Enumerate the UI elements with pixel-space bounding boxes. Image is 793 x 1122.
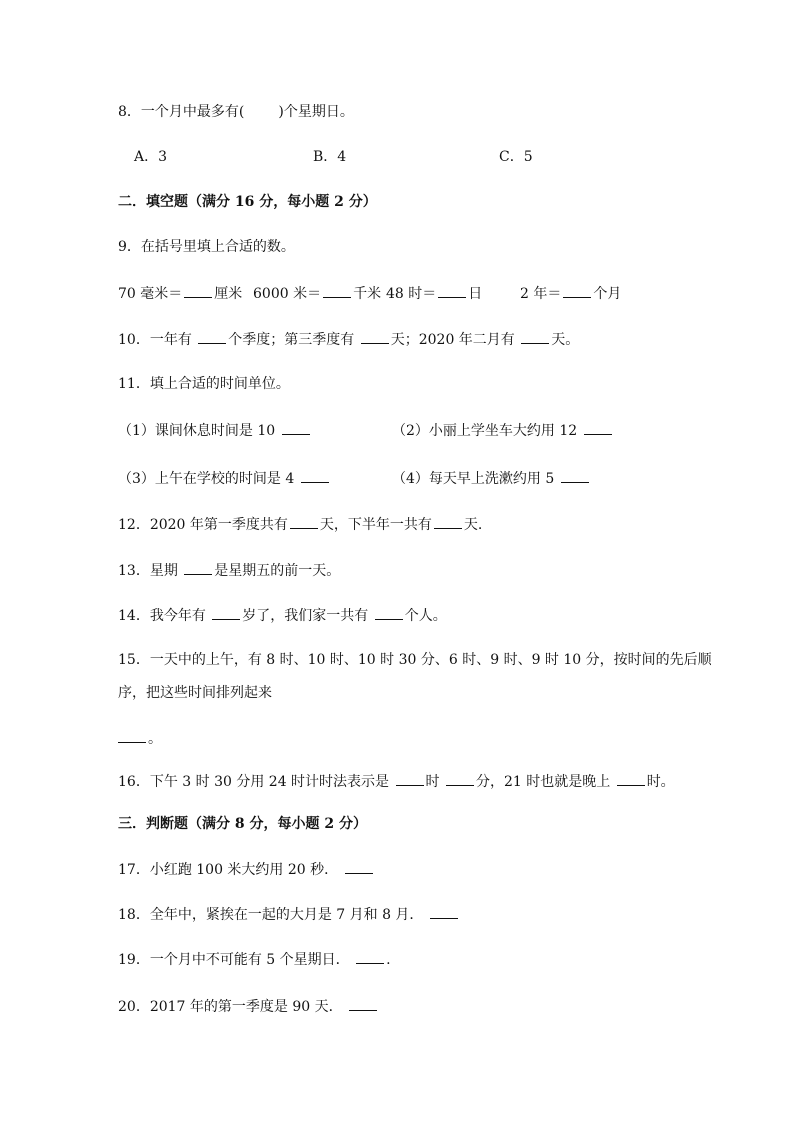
question-13 bbox=[118, 560, 340, 581]
q13-part-1: 13．星期 bbox=[118, 563, 183, 579]
q12-part-3: 天. bbox=[463, 517, 483, 533]
q9-item-1 bbox=[118, 283, 242, 304]
q12-blank-2[interactable] bbox=[434, 514, 462, 529]
q14-part-2: 岁了，我们家一共有 bbox=[242, 608, 373, 624]
q9-item-4 bbox=[520, 283, 621, 304]
q9-blank-2[interactable] bbox=[323, 283, 351, 298]
q16-part-2: 时 bbox=[425, 774, 444, 790]
q11-item-4-text: （4）每天早上洗漱约用 5 bbox=[392, 471, 555, 487]
question-18 bbox=[118, 904, 460, 925]
question-16 bbox=[118, 771, 675, 792]
question-19 bbox=[118, 949, 391, 970]
question-15-line-1: 15．一天中的上午，有 8 时、10 时、10 时 30 分、6 时、9 时、9 时 10 分，按时间的先后顺 bbox=[118, 652, 712, 668]
q16-blank-1[interactable] bbox=[396, 771, 424, 786]
q10-blank-3[interactable] bbox=[521, 329, 549, 344]
q9-item-2-post: 千米 bbox=[353, 286, 382, 302]
q9-item-4-post: 个月 bbox=[593, 286, 622, 302]
q16-part-3: 分，21 时也就是晚上 bbox=[475, 774, 615, 790]
q11-item-2-text: （2）小丽上学坐车大约用 12 bbox=[392, 423, 578, 439]
q12-part-2: 天，下半年一共有 bbox=[319, 517, 432, 533]
q16-blank-2[interactable] bbox=[446, 771, 474, 786]
q14-blank-1[interactable] bbox=[212, 605, 240, 620]
q10-part-1: 10．一年有 bbox=[118, 332, 197, 348]
q19-text: 19．一个月中不可能有 5 个星期日． bbox=[118, 952, 350, 968]
q20-text: 20．2017 年的第一季度是 90 天． bbox=[118, 999, 343, 1015]
q15-blank[interactable] bbox=[118, 728, 146, 743]
question-14 bbox=[118, 605, 447, 626]
q12-blank-1[interactable] bbox=[290, 514, 318, 529]
q14-part-1: 14．我今年有 bbox=[118, 608, 211, 624]
question-11: 11．填上合适的时间单位。 bbox=[118, 376, 290, 392]
q10-part-2: 个季度；第三季度有 bbox=[228, 332, 359, 348]
q14-part-3: 个人。 bbox=[404, 608, 447, 624]
q10-part-4: 天。 bbox=[551, 332, 580, 348]
q8-option-b[interactable]: B．4 bbox=[313, 149, 347, 165]
q14-blank-2[interactable] bbox=[375, 605, 403, 620]
question-8 bbox=[118, 102, 354, 122]
q8-option-c[interactable]: C．5 bbox=[499, 149, 533, 165]
q9-item-1-post: 厘米 bbox=[214, 286, 243, 302]
q19-tail: . bbox=[386, 952, 391, 968]
q11-item-1-text: （1）课间休息时间是 10 bbox=[118, 423, 276, 439]
q20-blank[interactable] bbox=[349, 996, 377, 1011]
q9-item-3-post: 日 bbox=[468, 286, 483, 302]
q9-item-3 bbox=[386, 283, 482, 304]
question-20 bbox=[118, 996, 379, 1017]
section-3-title: 三．判断题（满分 8 分，每小题 2 分） bbox=[118, 816, 367, 832]
q9-item-2 bbox=[253, 283, 381, 304]
q9-item-2-pre: 6000 米＝ bbox=[253, 286, 322, 302]
q16-part-1: 16．下午 3 时 30 分用 24 时计时法表示是 bbox=[118, 774, 394, 790]
question-15-answer bbox=[118, 728, 162, 749]
question-15-line-2: 序，把这些时间排列起来 bbox=[118, 685, 272, 701]
q9-item-3-pre: 48 时＝ bbox=[386, 286, 437, 302]
q11-item-3 bbox=[118, 468, 331, 489]
q18-text: 18．全年中，紧挨在一起的大月是 7 月和 8 月． bbox=[118, 907, 424, 923]
q13-part-2: 是星期五的前一天。 bbox=[214, 563, 341, 579]
q8-option-a[interactable]: A．3 bbox=[134, 149, 168, 165]
q11-blank-4[interactable] bbox=[561, 468, 589, 483]
question-12 bbox=[118, 514, 482, 535]
q19-blank[interactable] bbox=[356, 949, 384, 964]
q12-part-1: 12．2020 年第一季度共有 bbox=[118, 517, 288, 533]
q11-blank-3[interactable] bbox=[301, 468, 329, 483]
q8-text-a: 8．一个月中最多有( bbox=[118, 104, 245, 120]
q11-blank-1[interactable] bbox=[282, 420, 310, 435]
question-17 bbox=[118, 859, 375, 880]
q11-blank-2[interactable] bbox=[584, 420, 612, 435]
q11-item-3-text: （3）上午在学校的时间是 4 bbox=[118, 471, 295, 487]
section-2-title: 二．填空题（满分 16 分，每小题 2 分） bbox=[118, 194, 377, 210]
q9-blank-4[interactable] bbox=[563, 283, 591, 298]
question-10 bbox=[118, 329, 579, 350]
q11-item-1 bbox=[118, 420, 312, 441]
q9-item-4-pre: 2 年＝ bbox=[520, 286, 562, 302]
q9-item-1-pre: 70 毫米＝ bbox=[118, 286, 183, 302]
q10-part-3: 天；2020 年二月有 bbox=[390, 332, 520, 348]
q15-tail: 。 bbox=[148, 731, 162, 747]
q16-blank-3[interactable] bbox=[617, 771, 645, 786]
q18-blank[interactable] bbox=[430, 904, 458, 919]
question-9: 9．在括号里填上合适的数。 bbox=[118, 239, 295, 255]
q10-blank-2[interactable] bbox=[361, 329, 389, 344]
q16-part-4: 时。 bbox=[646, 774, 675, 790]
q13-blank-1[interactable] bbox=[184, 560, 212, 575]
q17-blank[interactable] bbox=[345, 859, 373, 874]
q8-text-b: )个星期日。 bbox=[278, 104, 354, 120]
q9-blank-3[interactable] bbox=[438, 283, 466, 298]
q11-item-4 bbox=[392, 468, 591, 489]
q11-item-2 bbox=[392, 420, 614, 441]
q9-blank-1[interactable] bbox=[184, 283, 212, 298]
q17-text: 17．小红跑 100 米大约用 20 秒． bbox=[118, 862, 339, 878]
q10-blank-1[interactable] bbox=[198, 329, 226, 344]
